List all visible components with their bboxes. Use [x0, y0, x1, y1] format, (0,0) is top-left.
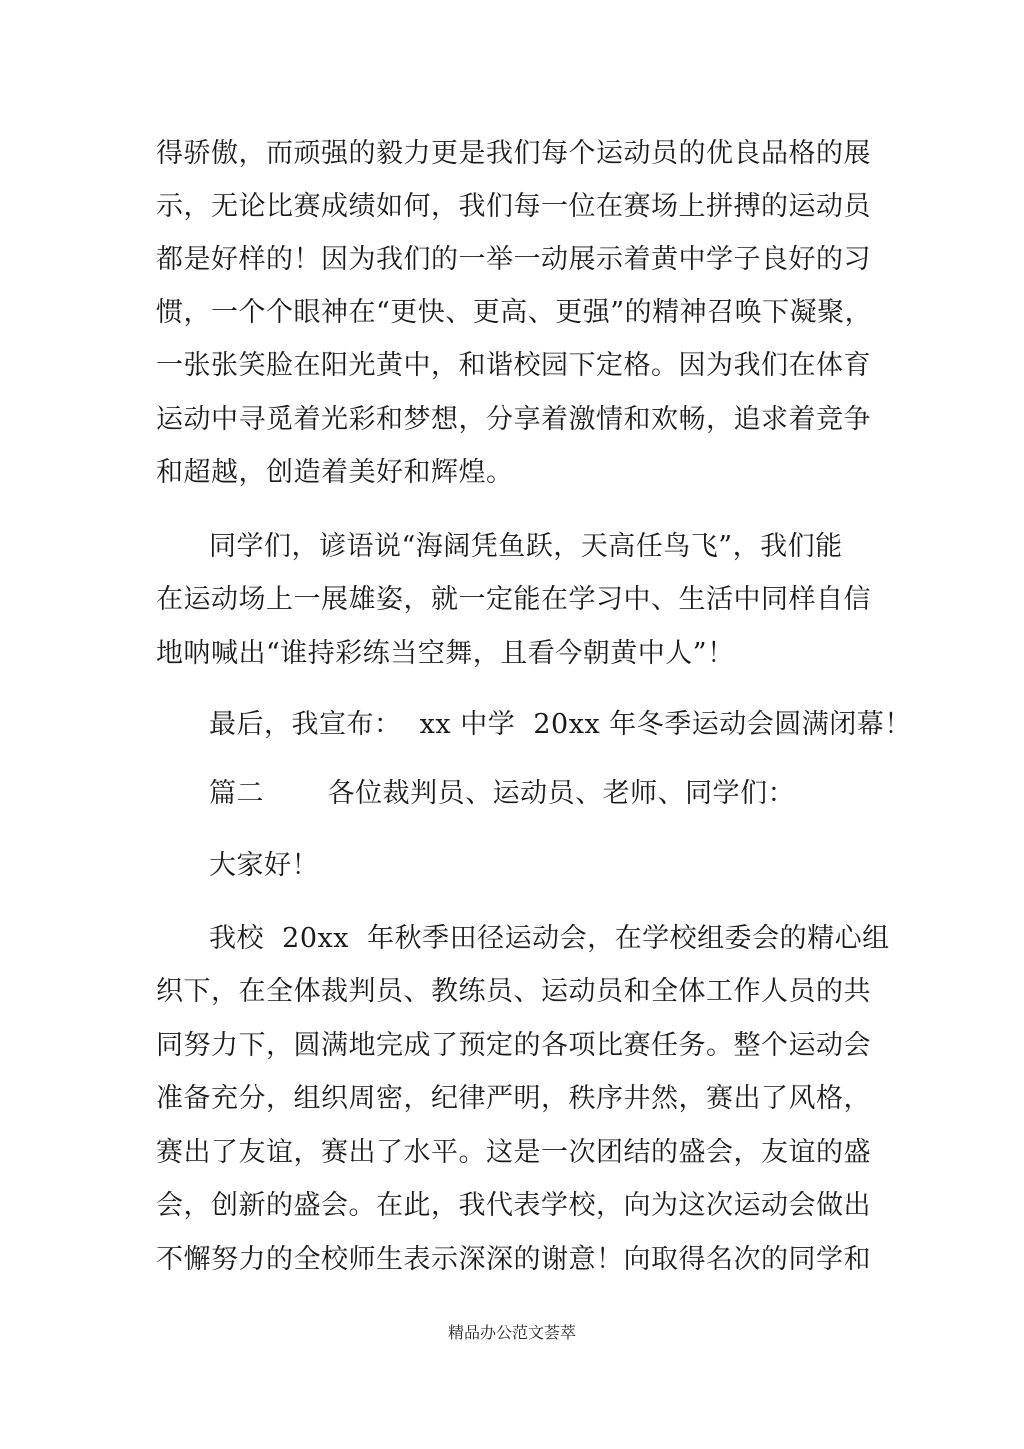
text-line: 会，创新的盛会。在此，我代表学校，向为这次运动会做出: [156, 1190, 871, 1221]
text-line: 不懈努力的全校师生表示深深的谢意！向取得名次的同学和: [156, 1244, 871, 1275]
text-line: 准备充分，组织周密，纪律严明，秩序井然，赛出了风格，: [156, 1083, 871, 1114]
text-line: 一张张笑脸在阳光黄中，和谐校园下定格。因为我们在体育: [156, 350, 871, 381]
text-line: 我校 20xx 年秋季田径运动会，在学校组委会的精心组: [209, 923, 890, 954]
text-line: 运动中寻觅着光彩和梦想，分享着激情和欢畅，追求着竞争: [156, 404, 871, 435]
text-line: 惯，一个个眼神在“更快、更高、更强”的精神召唤下凝聚，: [156, 297, 873, 328]
greeting: 大家好！: [209, 850, 319, 881]
text-line: 在运动场上一展雄姿，就一定能在学习中、生活中同样自信: [156, 584, 871, 615]
text-line: 得骄傲，而顽强的毅力更是我们每个运动员的优良品格的展: [156, 138, 871, 169]
section-heading: 篇二 各位裁判员、运动员、老师、同学们：: [209, 778, 796, 809]
text-line: 地呐喊出“谁持彩练当空舞，且看今朝黄中人”！: [156, 638, 735, 669]
text-line: 赛出了友谊，赛出了水平。这是一次团结的盛会，友谊的盛: [156, 1137, 871, 1168]
closing-declaration: 最后，我宣布： xx 中学 20xx 年冬季运动会圆满闭幕！: [209, 709, 912, 740]
text-line: 和超越，创造着美好和辉煌。: [156, 457, 514, 488]
text-line: 同努力下，圆满地完成了预定的各项比赛任务。整个运动会: [156, 1030, 871, 1061]
text-line: 都是好样的！因为我们的一举一动展示着黄中学子良好的习: [156, 244, 871, 275]
text-line: 织下，在全体裁判员、教练员、运动员和全体工作人员的共: [156, 976, 871, 1007]
text-line: 示，无论比赛成绩如何，我们每一位在赛场上拼搏的运动员: [156, 191, 871, 222]
text-line: 同学们，谚语说“海阔凭鱼跃，天高任鸟飞”，我们能: [209, 531, 843, 562]
page-footer: 精品办公范文荟萃: [447, 1323, 576, 1342]
